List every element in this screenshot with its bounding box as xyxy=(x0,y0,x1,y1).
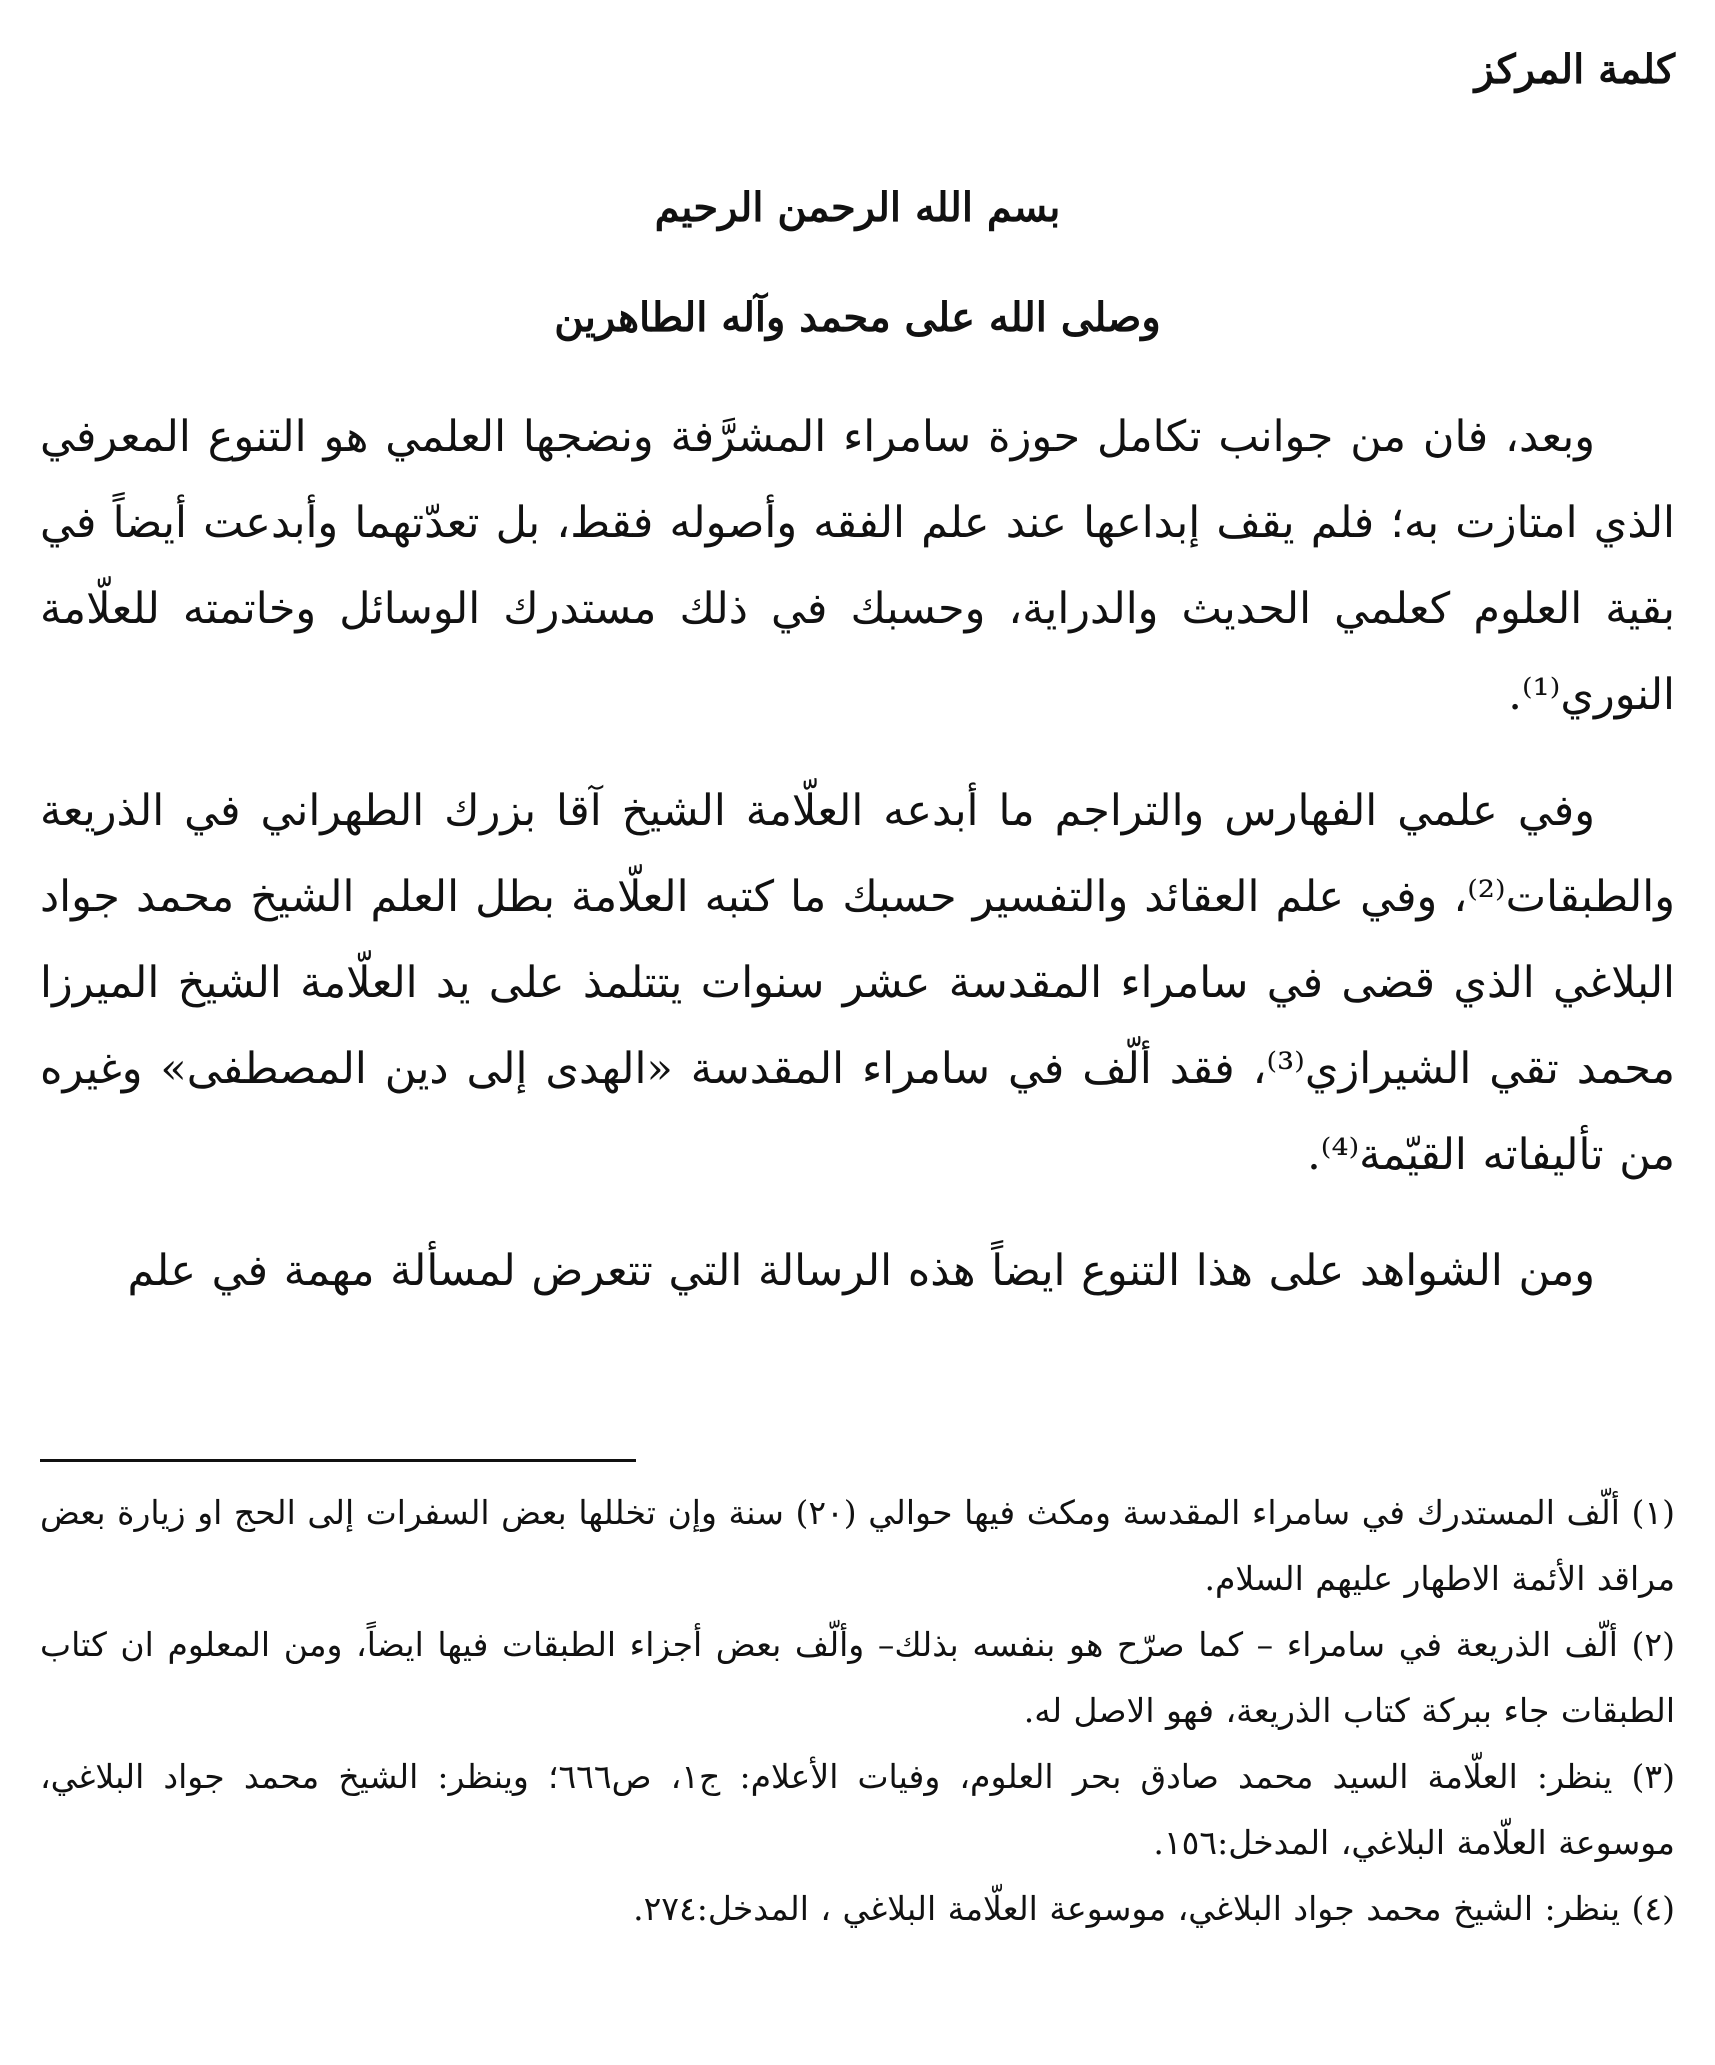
main-text xyxy=(40,394,1675,1314)
footnotes xyxy=(40,1480,1675,1942)
footnote-3: (٣) ينظر: العلّامة السيد محمد صادق بحر العلوم، وفيات الأعلام: ج١، ص٦٦٦؛ وينظر: الشيخ محمد جواد البلاغي، موسوعة العلّامة البلاغي، المدخل:١٥٦. xyxy=(40,1757,1675,1862)
footnote-separator xyxy=(40,1459,636,1462)
paragraph-3: ومن الشواهد على هذا التنوع ايضاً هذه الرسالة التي تتعرض لمسألة مهمة في علم xyxy=(127,1246,1595,1296)
paragraph-2: وفي علمي الفهارس والتراجم ما أبدعه العلّامة الشيخ آقا بزرك الطهراني في الذريعة والطبقات⁽²⁾، وفي علم العقائد والتفسير حسبك ما كتبه العلّامة بطل العلم الشيخ محمد جواد البلاغي الذي قضى في سامراء المقدسة عشر سنوات يتتلمذ على يد العلّامة الشيخ الميرزا محمد تقي الشيرازي⁽³⁾، فقد ألّف في سامراء المقدسة «الهدى إلى دين المصطفى» وغيره من تأليفاته القيّمة⁽⁴⁾. xyxy=(40,786,1675,1180)
footnote-1: (١) ألّف المستدرك في سامراء المقدسة ومكث فيها حوالي (٢٠) سنة وإن تخللها بعض السفرات إلى الحج او زيارة بعض مراقد الأئمة الاطهار عليهم السلام. xyxy=(40,1493,1675,1598)
salawat: وصلى الله على محمد وآله الطاهرين xyxy=(554,294,1161,341)
basmala: بسم الله الرحمن الرحيم xyxy=(654,184,1061,231)
document-page xyxy=(40,40,1675,2035)
footnote-2: (٢) ألّف الذريعة في سامراء – كما صرّح هو بنفسه بذلك– وألّف بعض أجزاء الطبقات فيها ايضاً، ومن المعلوم ان كتاب الطبقات جاء ببركة كتاب الذريعة، فهو الاصل له. xyxy=(40,1625,1675,1730)
paragraph-1: وبعد، فان من جوانب تكامل حوزة سامراء المشرَّفة ونضجها العلمي هو التنوع المعرفي الذي امتازت به؛ فلم يقف إبداعها عند علم الفقه وأصوله فقط، بل تعدّتهما وأبدعت أيضاً في بقية العلوم كعلمي الحديث والدراية، وحسبك في ذلك مستدرك الوسائل وخاتمته للعلّامة النوري⁽¹⁾. xyxy=(40,412,1675,720)
section-title: كلمة المركز xyxy=(1474,46,1675,93)
footnote-4: (٤) ينظر: الشيخ محمد جواد البلاغي، موسوعة العلّامة البلاغي ، المدخل:٢٧٤. xyxy=(633,1889,1675,1928)
